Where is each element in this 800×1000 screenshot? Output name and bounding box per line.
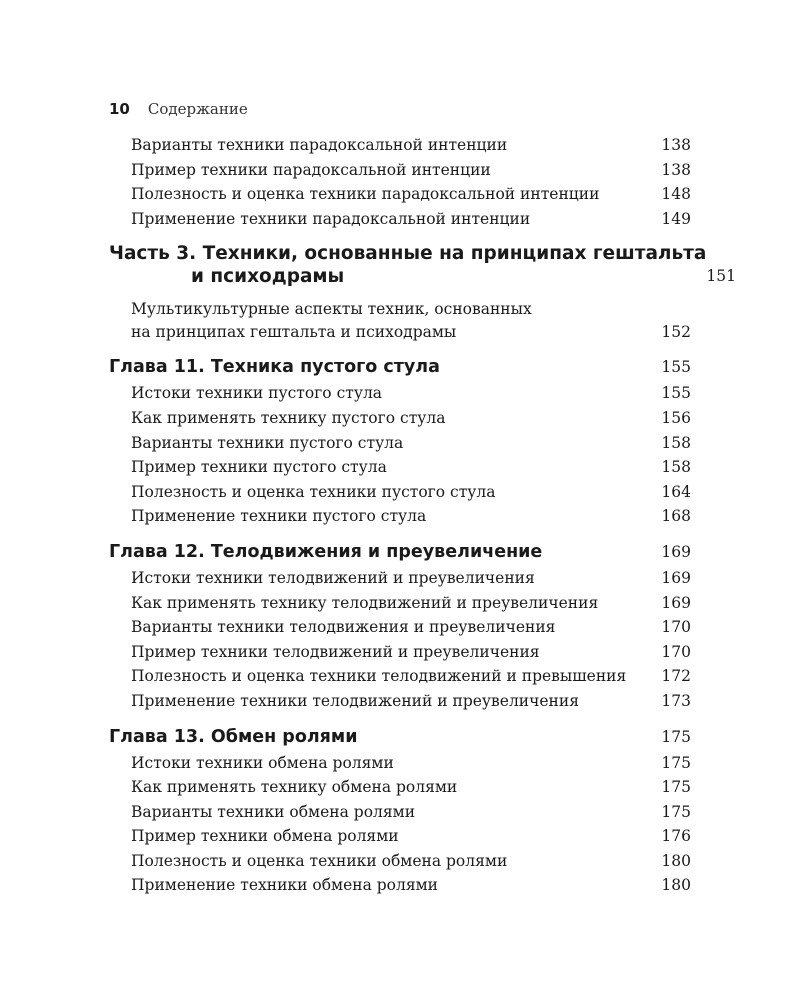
toc-entry-label: Истоки техники телодвижений и преувеличения bbox=[131, 568, 535, 587]
toc-entry-page: 148 bbox=[661, 185, 691, 204]
toc-entry-label: Истоки техники обмена ролями bbox=[131, 753, 394, 772]
toc-entry-page: 176 bbox=[661, 827, 691, 846]
toc-entry[interactable] bbox=[109, 133, 691, 158]
toc-entry-page: 175 bbox=[661, 802, 691, 821]
toc-entry-page: 180 bbox=[661, 876, 691, 895]
toc-entry-label: Применение техники парадоксальной интенции bbox=[131, 209, 531, 228]
toc-entry[interactable] bbox=[109, 182, 691, 207]
toc-entry[interactable] bbox=[109, 406, 691, 431]
table-of-contents bbox=[109, 133, 736, 898]
toc-entry-label: Пример техники телодвижений и преувеличения bbox=[131, 642, 540, 661]
part-title-line1: Часть 3. Техники, основанные на принципах гештальта bbox=[109, 243, 707, 265]
toc-entry-label: Варианты техники парадоксальной интенции bbox=[131, 136, 508, 154]
page-number: 10 bbox=[109, 100, 130, 118]
toc-entry-page: 169 bbox=[661, 568, 691, 587]
toc-entry-page: 164 bbox=[661, 482, 691, 501]
toc-entry-page: 170 bbox=[661, 618, 691, 637]
chapter-title: Глава 11. Техника пустого стула bbox=[109, 357, 440, 378]
toc-entry[interactable] bbox=[109, 800, 691, 825]
toc-entry-label: Варианты техники телодвижения и преувеличения bbox=[131, 618, 556, 637]
toc-entry[interactable] bbox=[109, 207, 691, 232]
toc-entry[interactable] bbox=[109, 615, 691, 640]
toc-entry-label: Полезность и оценка техники телодвижений и превышения bbox=[131, 667, 627, 686]
toc-entry-label: Пример техники обмена ролями bbox=[131, 827, 399, 846]
toc-entry-label-line2: на принципах гештальта и психодрамы bbox=[131, 323, 457, 342]
toc-entry[interactable] bbox=[109, 824, 691, 849]
toc-entry[interactable] bbox=[109, 480, 691, 505]
toc-entry[interactable] bbox=[109, 504, 691, 529]
toc-entry[interactable] bbox=[109, 431, 691, 456]
toc-entry-label: Применение техники обмена ролями bbox=[131, 876, 439, 895]
toc-entry-page: 138 bbox=[661, 136, 691, 154]
part-page: 151 bbox=[706, 267, 736, 286]
toc-entry-label: Как применять технику пустого стула bbox=[131, 408, 446, 427]
toc-entry-label: Применение техники телодвижений и преувеличения bbox=[131, 691, 579, 710]
toc-entry-page: 169 bbox=[661, 593, 691, 612]
toc-entry-page: 158 bbox=[661, 433, 691, 452]
toc-entry[interactable] bbox=[109, 591, 691, 616]
toc-group-paradoxical-intention bbox=[109, 133, 691, 231]
toc-entry-page: 170 bbox=[661, 642, 691, 661]
toc-entry-label bbox=[131, 298, 532, 344]
toc-entry-label: Истоки техники пустого стула bbox=[131, 384, 383, 403]
toc-entry-label: Варианты техники пустого стула bbox=[131, 433, 404, 452]
toc-entry[interactable] bbox=[109, 775, 691, 800]
toc-entry-page: 175 bbox=[661, 778, 691, 797]
toc-chapter-heading[interactable] bbox=[109, 354, 691, 381]
toc-entry[interactable] bbox=[109, 751, 691, 776]
toc-entry-multiline[interactable] bbox=[109, 298, 691, 344]
chapter-title: Глава 13. Обмен ролями bbox=[109, 726, 358, 747]
running-header bbox=[109, 100, 248, 120]
toc-entry-page: 155 bbox=[661, 384, 691, 403]
toc-entry[interactable] bbox=[109, 455, 691, 480]
toc-entry-label: Как применять технику обмена ролями bbox=[131, 778, 458, 797]
toc-entry-label-line1: Мультикультурные аспекты техник, основанных bbox=[131, 300, 532, 319]
toc-entry-page: 168 bbox=[661, 507, 691, 526]
toc-entry[interactable] bbox=[109, 849, 691, 874]
toc-entry-page: 172 bbox=[661, 667, 691, 686]
toc-entry[interactable] bbox=[109, 381, 691, 406]
chapter-title: Глава 12. Телодвижения и преувеличение bbox=[109, 541, 543, 562]
part-title bbox=[109, 242, 706, 288]
toc-chapter-heading[interactable] bbox=[109, 539, 691, 566]
toc-entry[interactable] bbox=[109, 689, 691, 714]
toc-entry[interactable] bbox=[109, 640, 691, 665]
toc-entry-page: 175 bbox=[661, 753, 691, 772]
toc-part-heading[interactable] bbox=[109, 242, 736, 288]
toc-entry-page: 156 bbox=[661, 408, 691, 427]
part-title-line2: и психодрамы bbox=[191, 266, 345, 288]
chapter-page: 175 bbox=[661, 727, 691, 746]
toc-entry[interactable] bbox=[109, 873, 691, 898]
toc-entry-page: 138 bbox=[661, 160, 691, 179]
toc-entry[interactable] bbox=[109, 566, 691, 591]
toc-entry-label: Пример техники парадоксальной интенции bbox=[131, 160, 491, 179]
toc-chapter-heading[interactable] bbox=[109, 724, 691, 751]
chapter-page: 155 bbox=[661, 358, 691, 377]
toc-entry-label: Применение техники пустого стула bbox=[131, 507, 427, 526]
toc-entry[interactable] bbox=[109, 158, 691, 183]
toc-entry-label: Как применять технику телодвижений и преувеличения bbox=[131, 593, 599, 612]
toc-entry[interactable] bbox=[109, 664, 691, 689]
toc-entry-label: Варианты техники обмена ролями bbox=[131, 802, 416, 821]
toc-entry-page: 149 bbox=[661, 209, 691, 228]
toc-entry-label: Полезность и оценка техники парадоксальной интенции bbox=[131, 185, 600, 204]
toc-entry-page: 173 bbox=[661, 691, 691, 710]
running-title: Содержание bbox=[147, 100, 248, 118]
toc-entry-label: Полезность и оценка техники обмена ролями bbox=[131, 851, 508, 870]
toc-entry-label: Полезность и оценка техники пустого стула bbox=[131, 482, 496, 501]
toc-entry-page: 152 bbox=[661, 323, 691, 342]
toc-entry-label: Пример техники пустого стула bbox=[131, 458, 387, 477]
toc-entry-page: 158 bbox=[661, 458, 691, 477]
toc-entry-page: 180 bbox=[661, 851, 691, 870]
chapter-page: 169 bbox=[661, 542, 691, 561]
